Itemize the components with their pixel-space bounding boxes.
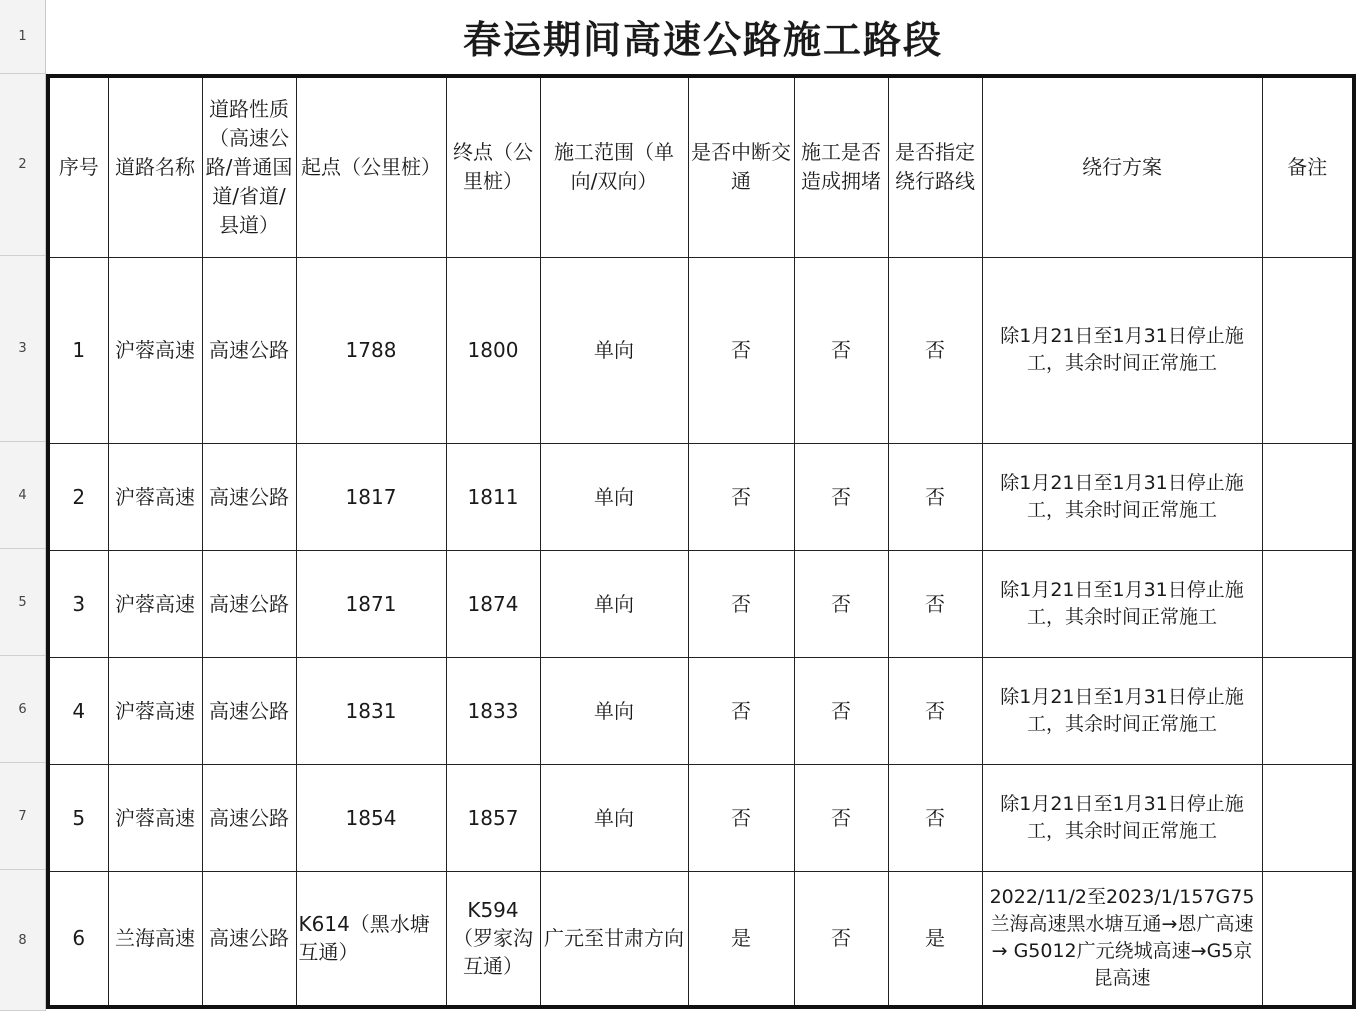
header-row — [48, 76, 1354, 257]
cell-interrupt[interactable]: 否 — [688, 443, 794, 550]
table-row — [48, 550, 1354, 657]
header-scope[interactable]: 施工范围（单向/双向） — [540, 76, 688, 257]
cell-start[interactable]: 1817 — [296, 443, 446, 550]
cell-start[interactable]: 1831 — [296, 657, 446, 764]
cell-scope[interactable]: 广元至甘肃方向 — [540, 871, 688, 1007]
cell-start[interactable]: 1871 — [296, 550, 446, 657]
cell-end[interactable]: 1874 — [446, 550, 540, 657]
cell-detour-designated[interactable]: 否 — [888, 257, 982, 443]
cell-seq[interactable]: 6 — [48, 871, 108, 1007]
sheet-title[interactable]: 春运期间高速公路施工路段 — [462, 17, 943, 62]
cell-seq[interactable]: 2 — [48, 443, 108, 550]
cell-detour-plan[interactable]: 除1月21日至1月31日停止施工，其余时间正常施工 — [982, 443, 1262, 550]
cell-road-type[interactable]: 高速公路 — [202, 550, 296, 657]
cell-road-type[interactable]: 高速公路 — [202, 443, 296, 550]
cell-congestion[interactable]: 否 — [794, 764, 888, 871]
row-header-column — [0, 0, 46, 1011]
cell-road-type[interactable]: 高速公路 — [202, 764, 296, 871]
cell-remark[interactable] — [1262, 257, 1354, 443]
cell-road-type[interactable]: 高速公路 — [202, 257, 296, 443]
cell-road-name[interactable]: 沪蓉高速 — [108, 257, 202, 443]
cell-interrupt[interactable]: 否 — [688, 764, 794, 871]
cell-scope[interactable]: 单向 — [540, 443, 688, 550]
table-row — [48, 871, 1354, 1007]
header-remark[interactable]: 备注 — [1262, 76, 1354, 257]
cell-detour-plan[interactable]: 除1月21日至1月31日停止施工，其余时间正常施工 — [982, 257, 1262, 443]
cell-end[interactable]: K594（罗家沟互通） — [446, 871, 540, 1007]
cell-remark[interactable] — [1262, 657, 1354, 764]
cell-congestion[interactable]: 否 — [794, 871, 888, 1007]
row-number[interactable]: 6 — [0, 656, 45, 763]
header-road-type[interactable]: 道路性质（高速公路/普通国道/省道/县道） — [202, 76, 296, 257]
header-start[interactable]: 起点（公里桩） — [296, 76, 446, 257]
cell-remark[interactable] — [1262, 550, 1354, 657]
sheet-edge — [1356, 74, 1360, 1011]
cell-start[interactable]: 1788 — [296, 257, 446, 443]
cell-start[interactable]: K614（黑水塘互通） — [296, 871, 446, 1007]
row-number[interactable]: 1 — [0, 0, 45, 74]
cell-detour-plan[interactable]: 除1月21日至1月31日停止施工，其余时间正常施工 — [982, 657, 1262, 764]
cell-detour-plan[interactable]: 2022/11/2至2023/1/157G75兰海高速黑水塘互通→恩广高速→ G5012广元绕城高速→G5京昆高速 — [982, 871, 1262, 1007]
cell-detour-plan[interactable]: 除1月21日至1月31日停止施工，其余时间正常施工 — [982, 550, 1262, 657]
row-number[interactable]: 5 — [0, 549, 45, 656]
row-number[interactable]: 8 — [0, 870, 45, 1011]
cell-start[interactable]: 1854 — [296, 764, 446, 871]
cell-interrupt[interactable]: 否 — [688, 257, 794, 443]
header-seq[interactable]: 序号 — [48, 76, 108, 257]
cell-congestion[interactable]: 否 — [794, 443, 888, 550]
table-row — [48, 443, 1354, 550]
cell-interrupt[interactable]: 是 — [688, 871, 794, 1007]
header-congestion[interactable]: 施工是否造成拥堵 — [794, 76, 888, 257]
cell-remark[interactable] — [1262, 871, 1354, 1007]
row-number[interactable]: 4 — [0, 442, 45, 549]
cell-end[interactable]: 1800 — [446, 257, 540, 443]
cell-seq[interactable]: 5 — [48, 764, 108, 871]
header-interrupt[interactable]: 是否中断交通 — [688, 76, 794, 257]
cell-end[interactable]: 1811 — [446, 443, 540, 550]
cell-road-name[interactable]: 沪蓉高速 — [108, 550, 202, 657]
cell-end[interactable]: 1857 — [446, 764, 540, 871]
cell-congestion[interactable]: 否 — [794, 657, 888, 764]
cell-road-type[interactable]: 高速公路 — [202, 657, 296, 764]
cell-detour-designated[interactable]: 否 — [888, 764, 982, 871]
cell-scope[interactable]: 单向 — [540, 550, 688, 657]
cell-road-name[interactable]: 沪蓉高速 — [108, 764, 202, 871]
cell-end[interactable]: 1833 — [446, 657, 540, 764]
cell-interrupt[interactable]: 否 — [688, 550, 794, 657]
cell-scope[interactable]: 单向 — [540, 764, 688, 871]
cell-congestion[interactable]: 否 — [794, 257, 888, 443]
table-row — [48, 257, 1354, 443]
construction-table — [46, 74, 1356, 1009]
cell-scope[interactable]: 单向 — [540, 657, 688, 764]
header-road-name[interactable]: 道路名称 — [108, 76, 202, 257]
row-number[interactable]: 2 — [0, 74, 45, 256]
table-row — [48, 657, 1354, 764]
header-detour-plan[interactable]: 绕行方案 — [982, 76, 1262, 257]
cell-seq[interactable]: 1 — [48, 257, 108, 443]
cell-remark[interactable] — [1262, 443, 1354, 550]
cell-road-type[interactable]: 高速公路 — [202, 871, 296, 1007]
cell-seq[interactable]: 3 — [48, 550, 108, 657]
cell-detour-designated[interactable]: 是 — [888, 871, 982, 1007]
cell-congestion[interactable]: 否 — [794, 550, 888, 657]
row-number[interactable]: 7 — [0, 763, 45, 870]
cell-interrupt[interactable]: 否 — [688, 657, 794, 764]
cell-remark[interactable] — [1262, 764, 1354, 871]
cell-road-name[interactable]: 兰海高速 — [108, 871, 202, 1007]
cell-detour-designated[interactable]: 否 — [888, 550, 982, 657]
header-detour-designated[interactable]: 是否指定绕行路线 — [888, 76, 982, 257]
cell-detour-plan[interactable]: 除1月21日至1月31日停止施工，其余时间正常施工 — [982, 764, 1262, 871]
cell-detour-designated[interactable]: 否 — [888, 443, 982, 550]
cell-road-name[interactable]: 沪蓉高速 — [108, 657, 202, 764]
cell-seq[interactable]: 4 — [48, 657, 108, 764]
row-number[interactable]: 3 — [0, 256, 45, 442]
cell-detour-designated[interactable]: 否 — [888, 657, 982, 764]
cell-road-name[interactable]: 沪蓉高速 — [108, 443, 202, 550]
cell-scope[interactable]: 单向 — [540, 257, 688, 443]
table-row — [48, 764, 1354, 871]
header-end[interactable]: 终点（公里桩） — [446, 76, 540, 257]
